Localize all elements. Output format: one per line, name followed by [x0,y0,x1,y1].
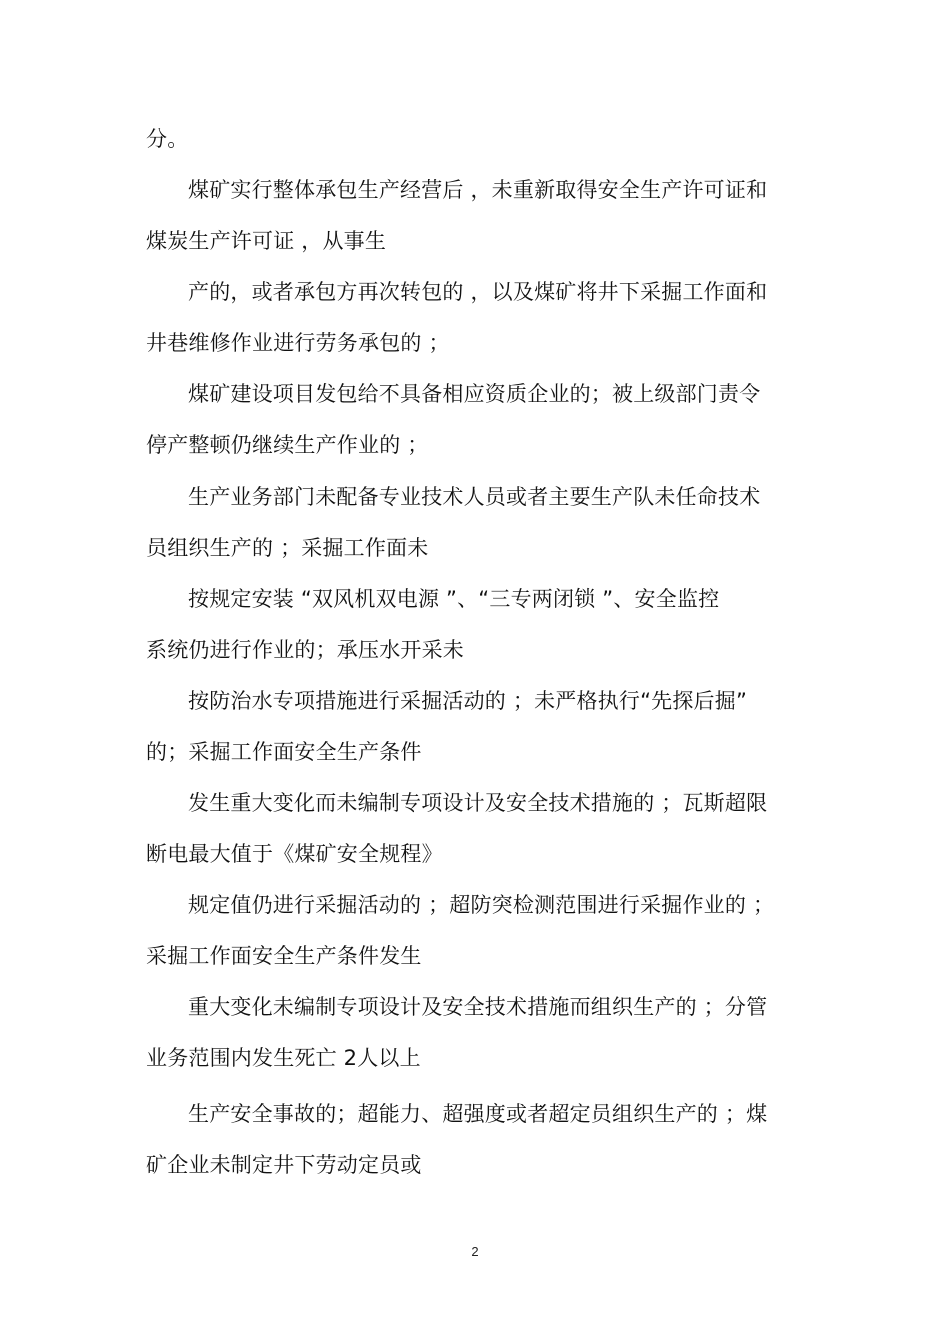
text-line: 按防治水专项措施进行采掘活动的 ；未严格执行“先探后掘” [188,689,748,713]
text-line: 的；采掘工作面安全生产条件 [146,740,422,764]
text-line: 产的，或者承包方再次转包的 ，以及煤矿将井下采掘工作面和 [188,280,768,304]
text-line: 生产安全事故的；超能力、超强度或者超定员组织生产的 ；煤 [188,1102,768,1126]
text-line: 按规定安装 “双风机双电源 ”、“三专两闭锁 ”、安全监控 [188,587,720,611]
text-line: 煤矿实行整体承包生产经营后 ，未重新取得安全生产许可证和 [188,178,768,202]
text-line: 员组织生产的 ；采掘工作面未 [146,536,429,560]
text-line: 发生重大变化而未编制专项设计及安全技术措施的 ；瓦斯超限 [188,791,768,815]
text-line: 断电最大值于《煤矿安全规程》 [146,842,443,866]
text-line: 采掘工作面安全生产条件发生 [146,944,422,968]
page-number: 2 [471,1244,479,1259]
text-line: 业务范围内发生死亡 2人以上 [146,1046,421,1070]
text-line: 分。 [146,127,189,151]
text-line: 井巷维修作业进行劳务承包的 ； [146,331,450,355]
text-line: 停产整顿仍继续生产作业的 ； [146,433,429,457]
text-line: 生产业务部门未配备专业技术人员或者主要生产队未任命技术 [188,485,761,509]
text-line: 煤矿建设项目发包给不具备相应资质企业的；被上级部门责令 [188,382,761,406]
text-line: 重大变化未编制专项设计及安全技术措施而组织生产的 ；分管 [188,995,768,1019]
text-line: 规定值仍进行采掘活动的 ；超防突检测范围进行采掘作业的 ； [188,893,775,917]
text-line: 矿企业未制定井下劳动定员或 [146,1153,422,1177]
text-line: 系统仍进行作业的；承压水开采未 [146,638,464,662]
text-line: 煤炭生产许可证 ，从事生 [146,229,387,253]
